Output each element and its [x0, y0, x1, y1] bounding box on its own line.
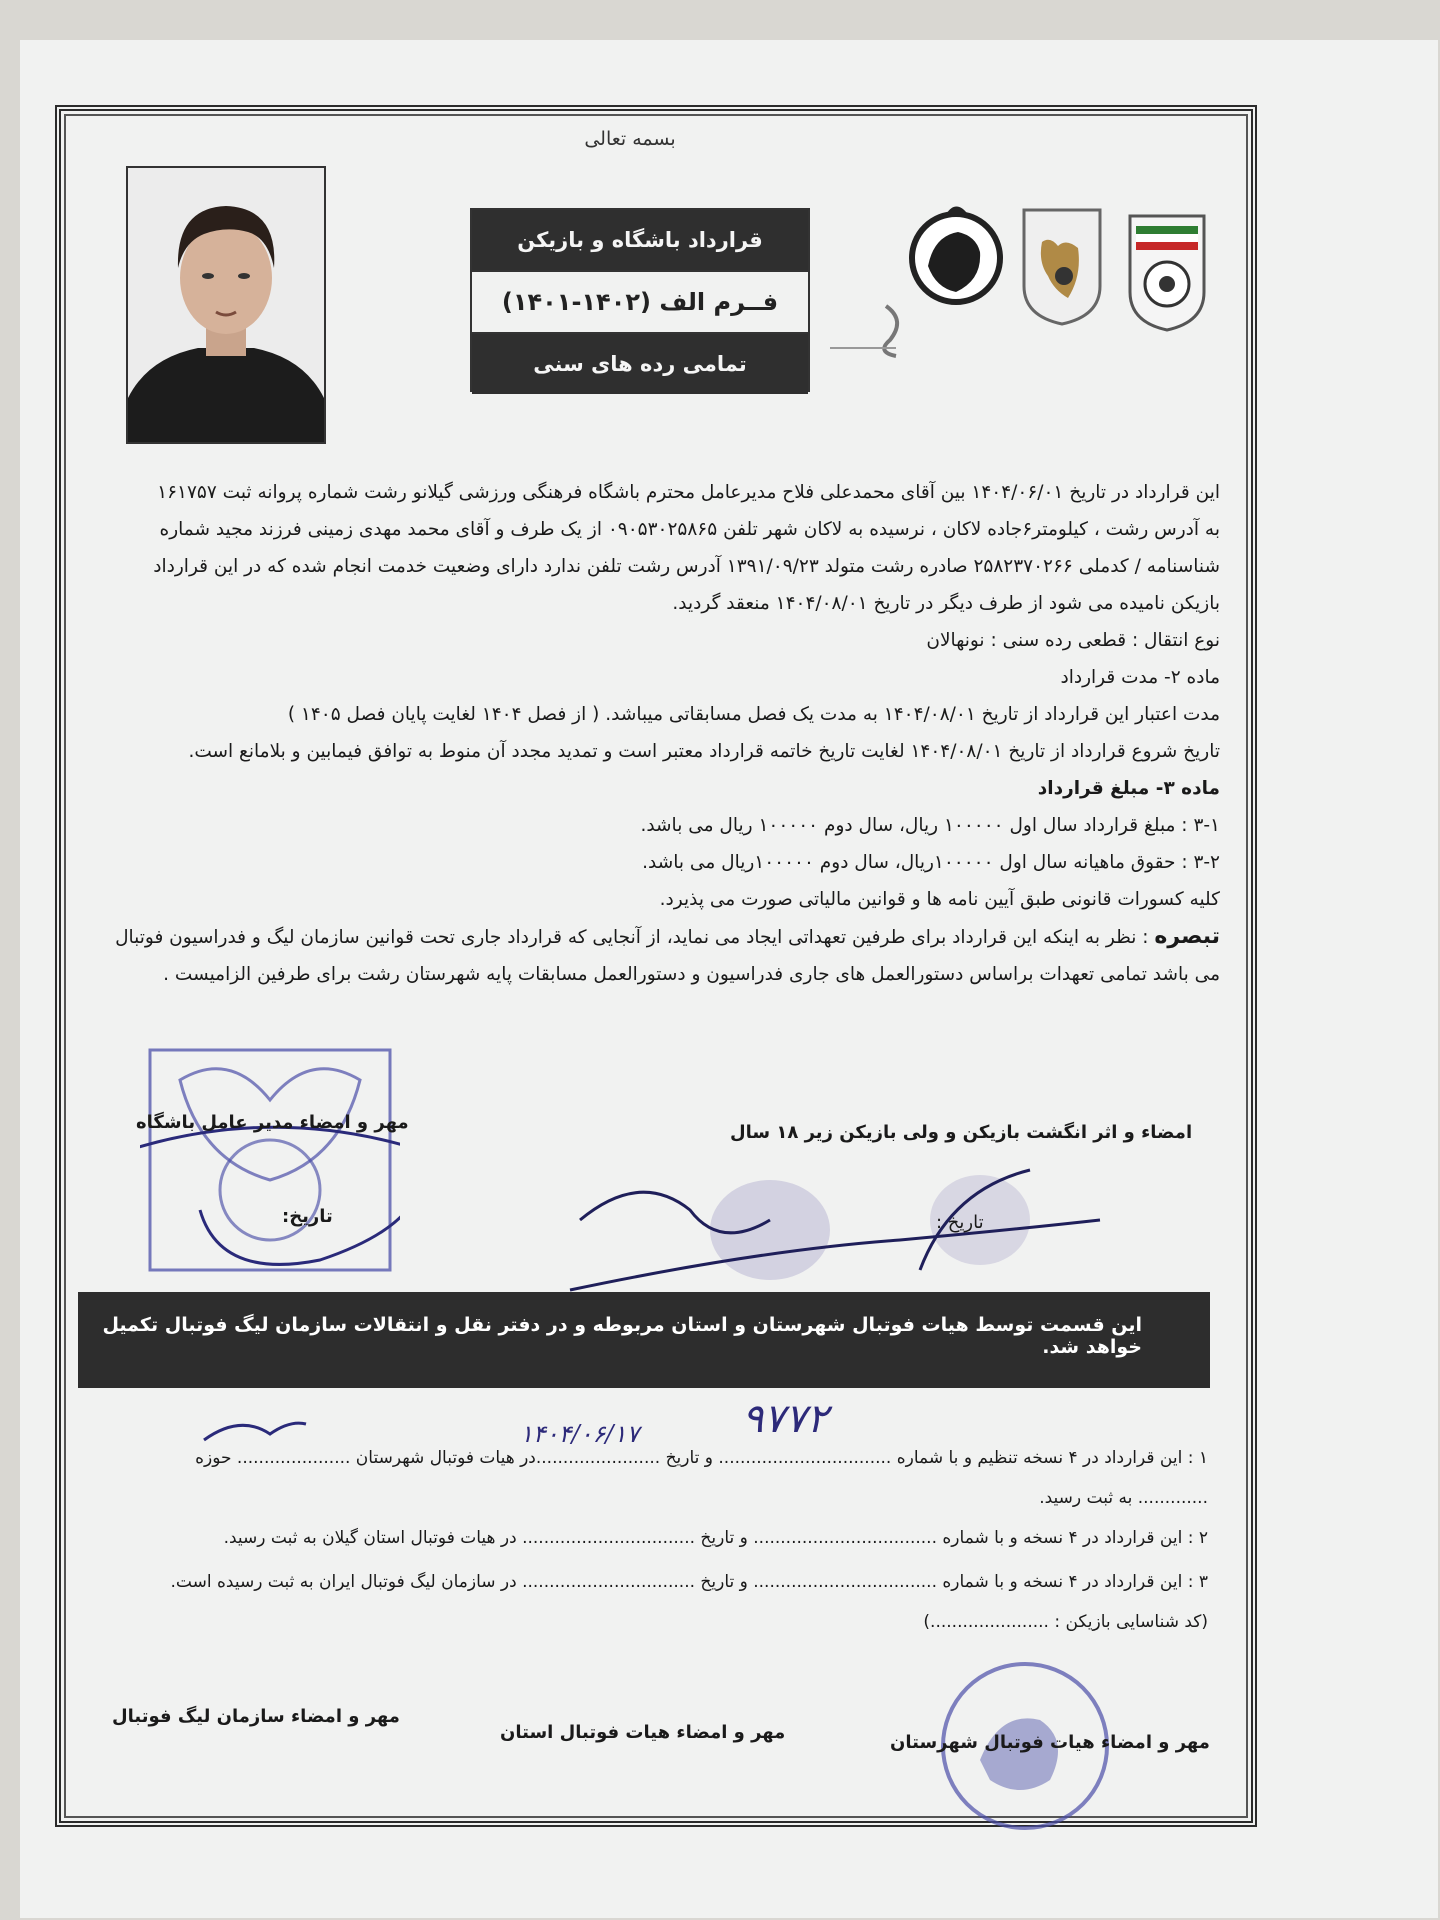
- title-line-2: فــرم الف (۱۴۰۲-۱۴۰۱): [472, 270, 808, 334]
- club-stamp: [140, 1040, 400, 1280]
- registration-line-1b: ............. به ثبت رسید.: [1039, 1488, 1208, 1508]
- note-line-1: [100, 918, 1220, 956]
- club-date-label: تاریخ:: [282, 1206, 333, 1227]
- league-org-logo-icon: [826, 300, 916, 360]
- city-signature-scribble: [200, 1410, 310, 1450]
- intro-line-3: شناسنامه / کدملی ۲۵۸۲۳۷۰۲۶۶ صادره رشت متولد ۱۳۹۱/۰۹/۲۳ آدرس رشت تلفن ندارد دارای وضعیت خدمت انجام شده که در این قرارداد: [153, 556, 1220, 577]
- club-signature-label: مهر و امضاء مدیر عامل باشگاه: [136, 1112, 409, 1133]
- gilan-board-logo-icon: [1020, 206, 1104, 326]
- article-3-2: ۳-۲ : حقوق ماهیانه سال اول ۱۰۰۰۰۰ریال، سال دوم ۱۰۰۰۰۰ریال می باشد.: [642, 852, 1220, 873]
- player-date-label: تاریخ :: [936, 1212, 984, 1233]
- registration-line-1: ۱ : این قرارداد در ۴ نسخه تنظیم و با شماره ................................ و تاریخ .......................در هیات فوتبال شهرستان ..................... حوزه: [195, 1448, 1208, 1468]
- note-label: تبصره: [1154, 924, 1220, 949]
- province-board-signature-label: مهر و امضاء هیات فوتبال استان: [500, 1722, 786, 1743]
- deductions-note: کلیه کسورات قانونی طبق آیین نامه ها و قوانین مالیاتی صورت می پذیرد.: [659, 889, 1220, 910]
- rasht-board-logo-icon: [906, 196, 1006, 316]
- registration-line-3: ۳ : این قرارداد در ۴ نسخه و با شماره .................................. و تاریخ ................................ در سازمان لیگ فوتبال ایران به ثبت رسیده است.: [170, 1572, 1208, 1592]
- registration-line-2: ۲ : این قرارداد در ۴ نسخه و با شماره .................................. و تاریخ ................................ در هیات فوتبال استان گیلان به ثبت رسید.: [223, 1528, 1208, 1548]
- player-signature-label: امضاء و اثر انگشت بازیکن و ولی بازیکن زیر ۱۸ سال: [730, 1122, 1193, 1143]
- handwritten-number: ۹۷۷۲: [742, 1396, 828, 1442]
- city-board-signature-label: مهر و امضاء هیات فوتبال شهرستان: [890, 1732, 1210, 1753]
- player-id-line: (کد شناسایی بازیکن : ......................): [923, 1612, 1208, 1632]
- intro-line-1: این قرارداد در تاریخ ۱۴۰۴/۰۶/۰۱ بین آقای محمدعلی فلاح مدیرعامل محترم باشگاه فرهنگی ورزشی گیلانو رشت شماره پروانه ثبت ۱۶۱۷۵۷: [157, 482, 1220, 503]
- player-signature-scribble: [560, 1150, 1120, 1300]
- intro-line-2: به آدرس رشت ، کیلومتر۶جاده لاکان ، نرسیده به لاکان شهر تلفن ۰۹۰۵۳۰۲۵۸۶۵ از یک طرف و آقای محمد مهدی زمینی فرزند مجید شماره: [159, 519, 1220, 540]
- basmala: بسمه تعالی: [584, 128, 676, 150]
- article-2-duration: مدت اعتبار این قرارداد از تاریخ ۱۴۰۴/۰۸/۰۱ به مدت یک فصل مسابقاتی میباشد. ( از فصل ۱۴۰۴ لغایت پایان فصل ۱۴۰۵ ): [287, 704, 1220, 725]
- contract-title-box: [470, 208, 810, 392]
- registration-band-text: این قسمت توسط هیات فوتبال شهرستان و استان مربوطه و در دفتر نقل و انتقالات سازمان لیگ فوتبال تکمیل خواهد شد.: [102, 1314, 1142, 1358]
- league-org-signature-label: مهر و امضاء سازمان لیگ فوتبال: [112, 1706, 400, 1727]
- article-3-heading: ماده ۳- مبلغ قرارداد: [1037, 778, 1220, 799]
- transfer-type: نوع انتقال : قطعی رده سنی : نونهالان: [926, 630, 1220, 651]
- player-photo: [126, 166, 326, 444]
- note-line-2: می باشد تمامی تعهدات براساس دستورالعمل های جاری فدراسیون و دستورالعمل مسابقات پایه شهرستان رشت برای طرفین الزامیست .: [163, 964, 1220, 985]
- article-2-start: تاریخ شروع قرارداد از تاریخ ۱۴۰۴/۰۸/۰۱ لغایت تاریخ خاتمه قرارداد معتبر است و تمدید مجدد آن منوط به توافق فیمابین و بلامانع است.: [188, 741, 1220, 762]
- contract-body: [100, 474, 1220, 993]
- federation-logo-icon: [1126, 212, 1208, 332]
- article-2-heading: ماده ۲- مدت قرارداد: [1060, 667, 1220, 688]
- note-text: : نظر به اینکه این قرارداد برای طرفین تعهداتی ایجاد می نماید، از آنجایی که قرارداد جاری تحت قوانین سازمان لیگ و فدراسیون فوتبال: [115, 927, 1155, 948]
- handwritten-date: ۱۴۰۴/۰۶/۱۷: [520, 1420, 640, 1448]
- title-line-3: تمامی رده های سنی: [472, 334, 808, 394]
- intro-line-4: بازیکن نامیده می شود از طرف دیگر در تاریخ ۱۴۰۴/۰۸/۰۱ منعقد گردید.: [672, 593, 1220, 614]
- registration-band: [78, 1292, 1210, 1388]
- title-line-1: قرارداد باشگاه و بازیکن: [472, 210, 808, 270]
- article-3-1: ۳-۱ : مبلغ قرارداد سال اول ۱۰۰۰۰۰ ریال، سال دوم ۱۰۰۰۰۰ ریال می باشد.: [640, 815, 1220, 836]
